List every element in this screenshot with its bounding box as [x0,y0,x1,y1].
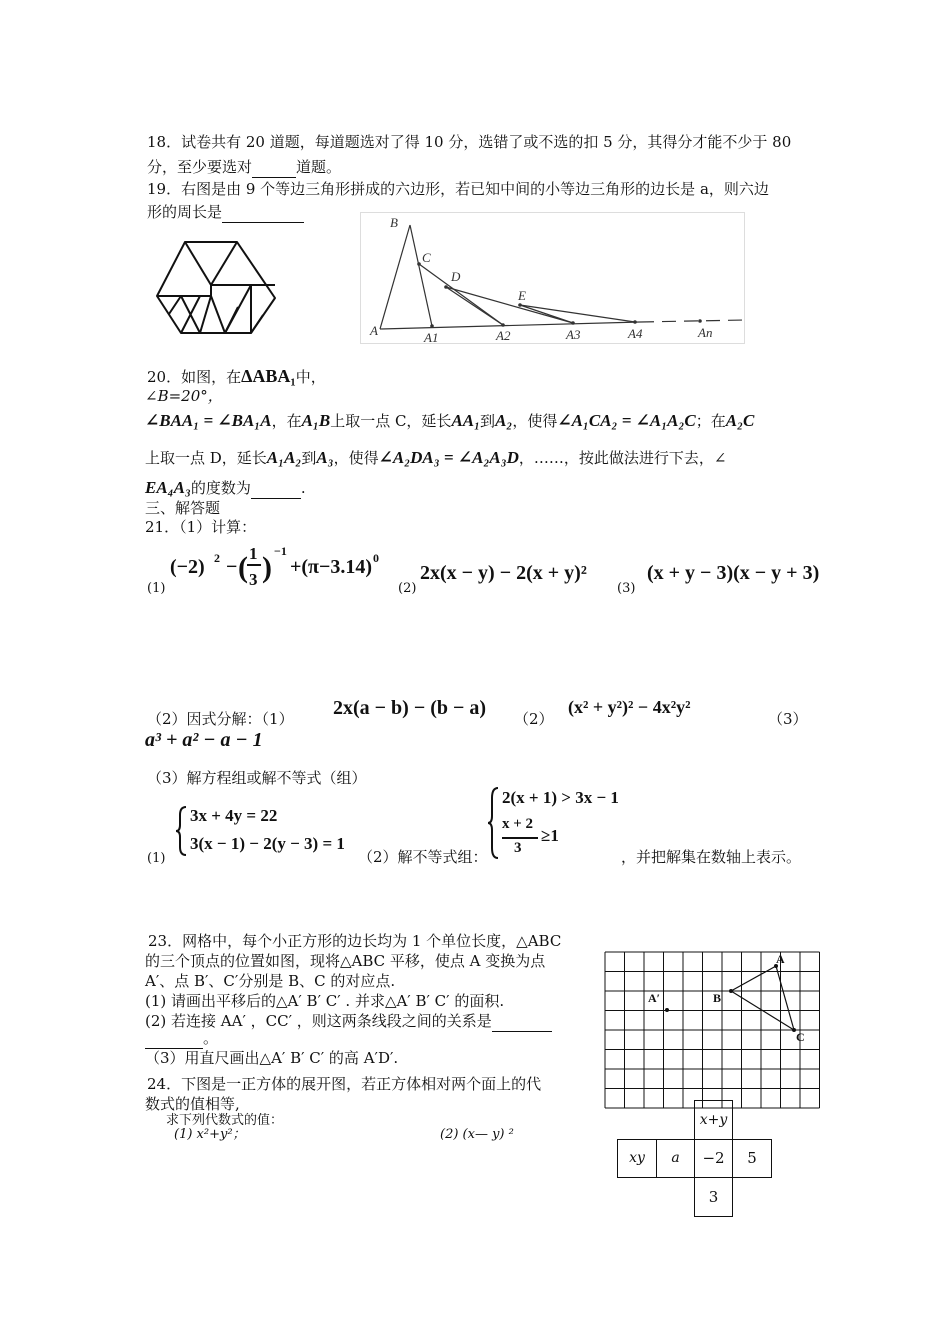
q20-text-4b: 到 [301,449,317,467]
q21-equations-title: （3）解方程组或解不等式（组） [147,769,367,787]
q21-system-brace-2 [488,786,500,860]
fig-label-a1: A1 [424,330,439,344]
q19-answer-blank[interactable] [222,206,304,223]
q23-text-5: (2) 若连接 AA′ ，CC′ ，则这两条线段之间的关系是 [145,1012,492,1030]
q21-inequality-2-numerator: x + 2 [502,816,534,832]
q21-inequality-1: 2(x + 1) > 3x − 1 [502,788,619,807]
q20-math-angle1: ∠BAA₁ = ∠BA₁A [145,411,272,430]
q20-text-5b: . [300,479,306,497]
cube-net [617,1100,777,1218]
q21-system-eq-1: 3x + 4y = 22 [190,806,278,825]
q20-math-angle2: ∠A₁CA₂ = ∠A₁A₂C [557,411,696,430]
q23-line1: 23．网格中，每个小正方形的边长均为 1 个单位长度，△ABC [148,932,562,950]
q20-text-1b: 中， [295,368,326,386]
fig-label-a: A [370,323,378,338]
q19-line1: 19．右图是由 9 个等边三角形拼成的六边形，若已知中间的小等边三角形的边长是 a，则六边 [147,180,769,198]
q18-answer-blank[interactable] [252,161,296,178]
q21-calc-expression-3: (x + y − 3)(x − y + 3) [647,562,820,584]
q20-math-segment3: A₂C [725,411,755,430]
q20-text-3e: ；在 [695,412,726,430]
net-face-top: x+y [694,1100,733,1140]
q21-inequality-2-relation: ≥1 [541,826,559,845]
q21-system-eq-2: 3(x − 1) − 2(y − 3) = 1 [190,834,345,853]
q20-math-triangle: ΔABA₁ [241,366,296,386]
fig-label-c: C [422,250,431,265]
q23-line2: 的三个顶点的位置如图，现将△ABC 平移，使点 A 变换为点 [145,952,546,970]
q20-math-angle4: EA₄A₃ [145,478,191,497]
q21-calc-expression-2: 2x(x − y) − 2(x + y)² [420,562,587,584]
q21-inequality-2-denominator: 3 [514,840,522,856]
q21-calc-expression-1 [168,537,383,599]
q18-line1: 18．试卷共有 20 道题，每道题选对了得 10 分，选错了或不选的扣 5 分，其得分才能不少于 80 [147,133,792,151]
net-face-minus2: −2 [694,1139,733,1178]
q20-text-3a: ，在 [271,412,302,430]
grid-label-a-prime: A′ [648,991,661,1005]
q21-inequality-2-fraction-bar [502,837,538,839]
q23-answer-blank-a[interactable] [492,1015,552,1032]
q21-eq-label-1: (1) [147,851,166,866]
q24-part1: (1) x²+y²； [174,1127,246,1142]
svg-text:+(π−3.14): +(π−3.14) [290,556,373,578]
q20-math-point2: A₃ [316,448,334,467]
q20-text-5a: 的度数为 [190,479,251,497]
svg-text:0: 0 [373,551,379,565]
q21-title: 21．（1）计算： [145,518,257,536]
net-face-5: 5 [732,1139,772,1178]
q21-calc-label-2: (2) [398,581,417,596]
hexagon-figure [155,240,280,340]
q18-text-b: 道题。 [296,158,342,176]
fig-label-e: E [518,288,526,303]
fig-label-a4: A4 [628,326,643,341]
q20-math-segment1: A₁B [301,411,331,430]
q23-grid-figure [600,948,820,1113]
q21-factor-expression-2: (x² + y²)² − 4x²y² [568,697,691,717]
svg-text:): ) [262,551,272,584]
q24-line2: 数式的值相等, [145,1095,240,1113]
svg-text:1: 1 [249,544,258,563]
net-face-bottom: 3 [694,1177,733,1217]
q21-system-brace-1 [176,805,188,857]
fig-label-b: B [390,215,398,230]
q20-text-3b: 上取一点 C，延长 [330,412,452,430]
svg-text:−: − [226,556,238,578]
section-3-heading: 三、解答题 [145,499,221,517]
q23-text-6: 。 [203,1029,219,1047]
q21-factor-expression-3: a³ + a² − a − 1 [145,729,263,751]
q20-line4 [145,447,727,469]
q20-text-4c: ，使得 [333,449,379,467]
grid-label-a: A [776,952,785,966]
svg-text:2: 2 [214,551,220,565]
q23-line3: A′、点 B′、C′分别是 B、C 的对应点. [145,972,396,990]
grid-label-b: B [713,991,722,1005]
net-face-a: a [656,1139,695,1178]
q21-eq-label-2: （2）解不等式组： [358,848,488,866]
q20-text-3d: ，使得 [512,412,558,430]
q19-line2 [147,201,304,223]
q20-math-segment4: A₁A₂ [266,448,302,467]
q24-line3: 求下列代数式的值： [166,1113,284,1128]
q23-line4: (1) 请画出平移后的△A′ B′ C′ . 并求△A′ B′ C′ 的面积. [145,992,505,1010]
svg-text:(−2): (−2) [170,556,205,578]
q24-line1: 24．下图是一正方体的展开图，若正方体相对两个面上的代 [147,1075,542,1093]
q20-text-3c: 到 [480,412,496,430]
q20-text-4a: 上取一点 D，延长 [145,449,267,467]
q20-math-segment2: AA₁ [451,411,481,430]
q20-math-point1: A₂ [495,411,513,430]
q20-math-angle3: ∠A₂DA₃ = ∠A₂A₃D [378,448,519,467]
q23-line7: （3）用直尺画出△A′ B′ C′ 的高 A′D′. [145,1049,399,1067]
svg-text:−1: −1 [274,544,287,558]
q18-text-a: 分，至少要选对 [147,158,253,176]
q24-part2: (2) (x— y) ² [440,1127,514,1142]
q20-answer-blank[interactable] [251,482,301,499]
grid-label-c: C [796,1030,805,1044]
q20-line3 [145,410,754,432]
q21-inequality-tail: ，并把解集在数轴上表示。 [621,848,802,866]
fig-label-d: D [451,269,461,284]
fig-label-an: An [698,325,713,340]
fig-label-a3: A3 [566,327,581,342]
q21-factor-label-2: （2） [514,710,554,728]
q23-line6 [145,1027,218,1049]
q20-text-1a: 20．如图，在 [147,368,242,386]
q21-factor-label-3: （3） [768,710,808,728]
q21-factor-expression-1: 2x(a − b) − (b − a) [333,697,487,719]
q20-line2: ∠B=20°， [145,387,223,405]
q20-text-4d: ，……，按此做法进行下去，∠ [518,449,727,467]
q20-line5 [145,477,306,499]
q21-calc-label-3: (3) [617,581,636,596]
q18-line2 [147,156,341,178]
q21-factor-title: （2）因式分解：（1） [147,710,294,728]
svg-text:3: 3 [249,570,258,589]
fig-label-a2: A2 [496,328,511,343]
svg-text:(: ( [238,551,248,584]
net-face-xy: xy [617,1139,657,1178]
q19-text: 形的周长是 [147,203,223,221]
q21-calc-label-1: (1) [147,581,166,596]
sequence-triangle-figure [360,212,745,344]
